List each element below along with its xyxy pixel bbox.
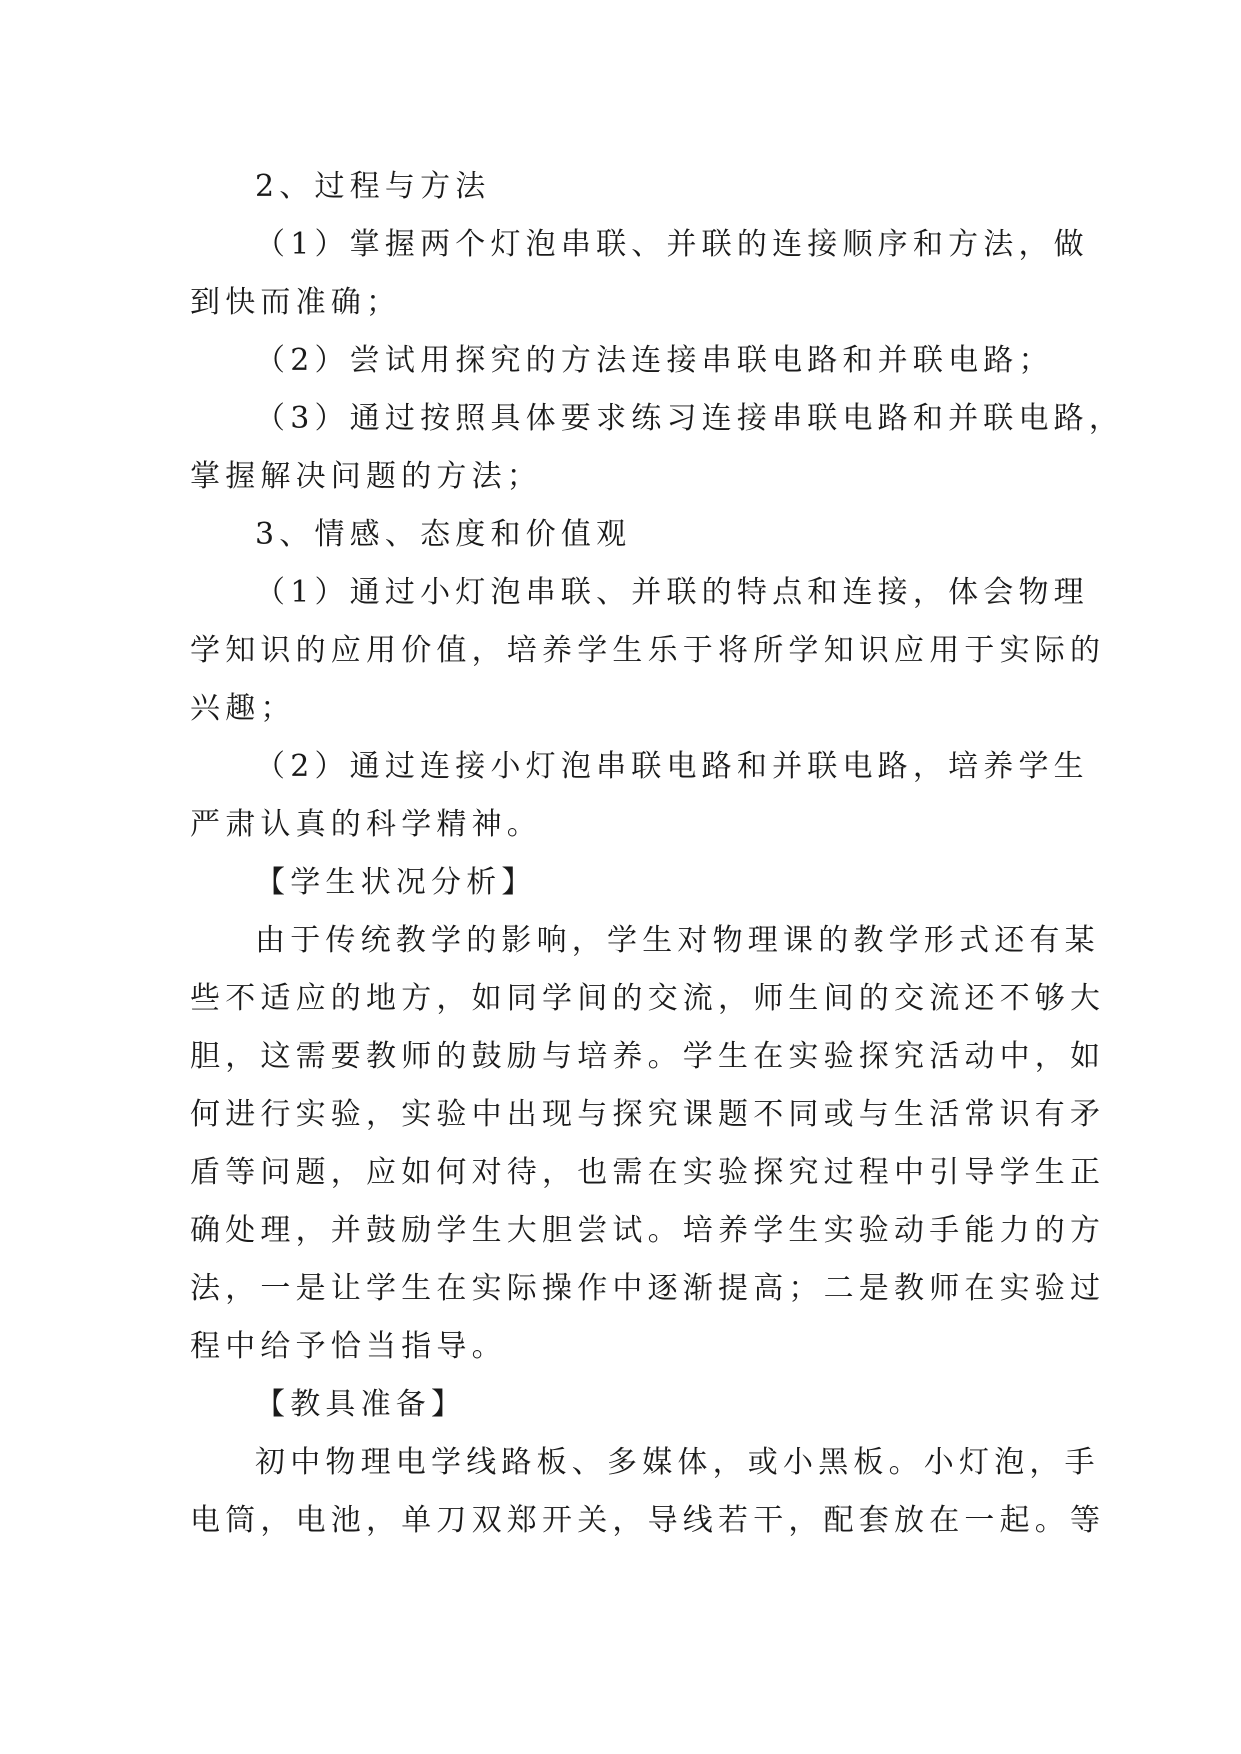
section-heading-student-analysis: 【学生状况分析】 <box>255 865 537 900</box>
paragraph-line: 何进行实验，实验中出现与探究课题不同或与生活常识有矛 <box>190 1097 1106 1132</box>
paragraph-line: 些不适应的地方，如同学间的交流，师生间的交流还不够大 <box>190 981 1106 1016</box>
paragraph-line: （1）通过小灯泡串联、并联的特点和连接，体会物理 <box>255 575 1089 610</box>
section-heading-teaching-aids: 【教具准备】 <box>255 1387 467 1422</box>
paragraph-line: （1）掌握两个灯泡串联、并联的连接顺序和方法，做 <box>255 227 1089 262</box>
paragraph <box>190 390 1125 506</box>
paragraph-line: （3）通过按照具体要求练习连接串联电路和并联电路， <box>255 401 1125 436</box>
paragraph-line: 确处理，并鼓励学生大胆尝试。培养学生实验动手能力的方 <box>190 1213 1106 1248</box>
paragraph-line: 严肃认真的科学精神。 <box>190 807 542 842</box>
section-heading-emotion-values: 3、情感、态度和价值观 <box>255 517 632 552</box>
paragraph <box>190 1434 1106 1550</box>
paragraph-line: 法，一是让学生在实际操作中逐渐提高；二是教师在实验过 <box>190 1271 1106 1306</box>
paragraph <box>190 216 1089 332</box>
paragraph-line: （2）尝试用探究的方法连接串联电路和并联电路； <box>255 343 1054 378</box>
paragraph-line: 掌握解决问题的方法； <box>190 459 542 494</box>
paragraph-line: 到快而准确； <box>190 285 402 320</box>
paragraph <box>190 738 1089 854</box>
paragraph-line: 初中物理电学线路板、多媒体，或小黑板。小灯泡，手 <box>255 1445 1100 1480</box>
paragraph-line: 兴趣； <box>190 691 296 726</box>
paragraph-line: （2）通过连接小灯泡串联电路和并联电路，培养学生 <box>255 749 1089 784</box>
section-heading-process-methods: 2、过程与方法 <box>255 169 491 204</box>
paragraph <box>190 332 1060 390</box>
paragraph-line: 由于传统教学的影响，学生对物理课的教学形式还有某 <box>255 923 1100 958</box>
document-page <box>190 158 1125 1550</box>
paragraph <box>190 564 1106 738</box>
paragraph <box>190 912 1106 1376</box>
paragraph-line: 学知识的应用价值，培养学生乐于将所学知识应用于实际的 <box>190 633 1106 668</box>
paragraph-line: 程中给予恰当指导。 <box>190 1329 507 1364</box>
paragraph-line: 电筒，电池，单刀双郑开关，导线若干，配套放在一起。等 <box>190 1503 1106 1538</box>
paragraph-line: 胆，这需要教师的鼓励与培养。学生在实验探究活动中，如 <box>190 1039 1106 1074</box>
paragraph-line: 盾等问题，应如何对待，也需在实验探究过程中引导学生正 <box>190 1155 1106 1190</box>
